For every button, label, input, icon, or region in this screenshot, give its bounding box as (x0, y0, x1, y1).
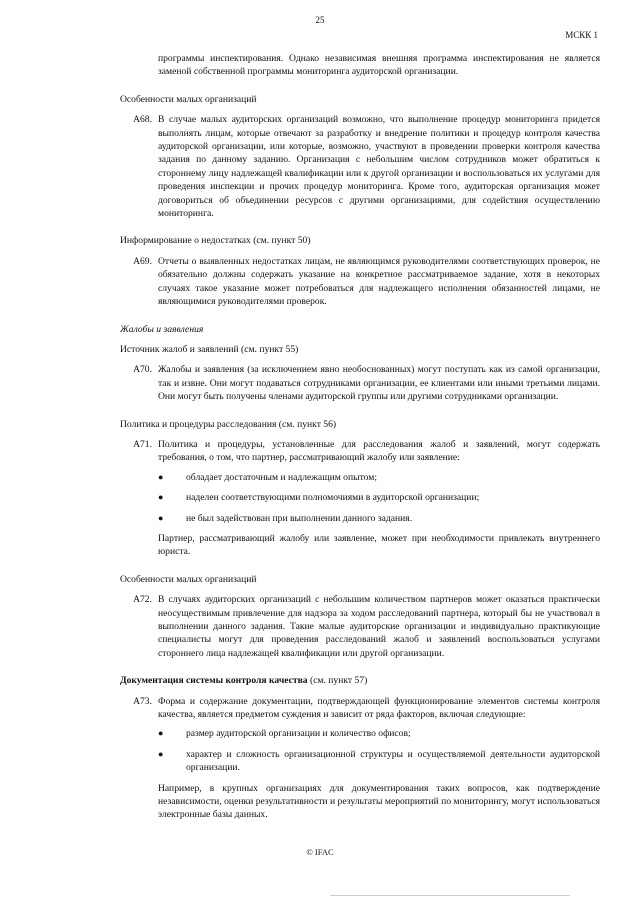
heading-investigation-policy: Политика и процедуры расследования (см. пункт 56) (120, 418, 337, 430)
paragraph-text: Отчеты о выявленных недостатках лицам, не являющимся руководителями соответствующих проверок, не обязательно должны содержать указание на конкретное рассматриваемое задание, хотя в некоторых случаях такое указание может потребоваться для надлежащего исполнения обязанностей лицами, не являющимися руководителями проверок. (158, 255, 600, 308)
paragraph-a73 (120, 695, 600, 722)
heading-documentation (120, 674, 600, 687)
bullet-icon: ● (158, 728, 164, 739)
paragraph-number: A72. (133, 594, 152, 606)
bullet-icon: ● (158, 492, 164, 503)
paragraph-text: Политика и процедуры, установленные для расследования жалоб и заявлений, могут содержать требования, о том, что партнер, рассматривающий жалобу или заявление: (158, 438, 600, 464)
bullet-icon: ● (158, 748, 164, 759)
paragraph-text: В случае малых аудиторских организаций возможно, что выполнение процедур мониторинга придется выполнять лицам, которые отвечают за разработку и внедрение политики и процедур контроля качества аудиторской организации, или которые, возможно, участвуют в проведении проверки контроля качества задания по данному заданию. Организация с небольшим числом сотрудников может обратиться к стороннему лицу надлежащей квалификации или к другой организации и воспользоваться их услугами для проведения инспекции и прочих процедур мониторинга. Кроме того, аудиторская организация может договориться об объединении ресурсов с другими организациями, для содействия осуществлению мониторинга. (158, 114, 600, 220)
bullet-list-a71 (158, 471, 600, 525)
paragraph-a73-note: Например, в крупных организациях для документирования таких вопросов, как подтверждение независимости, оценки результативности и результаты мероприятий по мониторингу, могут использоваться электронные базы данных. (158, 782, 600, 821)
heading-small-firms-2: Особенности малых организаций (120, 573, 257, 585)
paragraph-a70 (120, 363, 600, 403)
list-item: ● наделен соответствующими полномочиями в аудиторской организации; (158, 492, 480, 504)
bullet-icon: ● (158, 471, 164, 482)
paragraph-text: Жалобы и заявления (за исключением явно необоснованных) могут поступать как из самой организации, так и извне. Они могут подаваться сотрудниками организации, ее клиентами или иными третьими лицами. Они могут быть получены членами аудиторской группы или другими сотрудниками организации. (158, 364, 600, 403)
document-code: МСКК 1 (565, 30, 598, 40)
paragraph-number: A73. (133, 695, 152, 707)
heading-reference: (см. пункт 57) (307, 675, 368, 687)
heading-deficiencies: Информирование о недостатках (см. пункт 50) (120, 235, 311, 247)
page-number: 25 (315, 15, 325, 25)
page-footer: © IFAC (306, 847, 334, 857)
list-item: ● обладает достаточным и надлежащим опытом; (158, 471, 377, 483)
paragraph-a68 (120, 113, 600, 220)
page-body (120, 52, 600, 822)
paragraph-a69 (120, 255, 600, 309)
scan-line (330, 895, 570, 896)
continued-paragraph: программы инспектирования. Однако независимая внешняя программа инспектирования не является заменой собственной программы мониторинга аудиторской организации. (158, 53, 600, 78)
paragraph-number: A70. (133, 364, 152, 376)
paragraph-number: A69. (133, 255, 152, 267)
heading-complaint-source: Источник жалоб и заявлений (см. пункт 55) (120, 343, 299, 355)
list-item: ● размер аудиторской организации и количество офисов; (158, 728, 411, 740)
paragraph-text: В случаях аудиторских организаций с небольшим количеством партнеров может оказаться практически неосуществимым привлечение для надзора за ходом расследований партнера, который бы не участвовал в выполнении данного задания. Такие малые аудиторские организации и индивидуально практикующие специалисты могут для проведения расследований жалоб и заявлений воспользоваться услугами стороннего лица надлежащей квалификации или другой организации. (158, 594, 600, 659)
bullet-list-a73 (158, 727, 600, 774)
paragraph-a71-note: Партнер, рассматривающий жалобу или заявление, может при необходимости привлекать внутреннего юриста. (158, 532, 600, 558)
heading-complaints: Жалобы и заявления (120, 323, 204, 335)
bullet-icon: ● (158, 512, 164, 523)
heading-small-firms: Особенности малых организаций (120, 93, 257, 105)
paragraph-a71 (120, 438, 600, 465)
list-item: ● характер и сложность организационной структуры и осуществляемой деятельности аудиторской организации. (158, 748, 600, 774)
heading-bold-part: Документация системы контроля качества (120, 675, 308, 687)
paragraph-text: Форма и содержание документации, подтверждающей функционирование элементов системы контроля качества, является предметом суждения и зависит от ряда факторов, включая следующие: (158, 695, 600, 721)
list-item: ● не был задействован при выполнении данного задания. (158, 512, 413, 524)
paragraph-number: A71. (133, 438, 152, 450)
paragraph-a72 (120, 593, 600, 660)
paragraph-number: A68. (133, 114, 152, 126)
